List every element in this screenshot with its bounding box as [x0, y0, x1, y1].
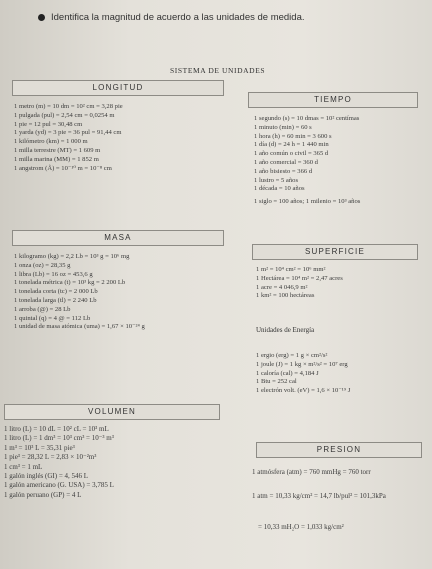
tiempo-line: 1 década = 10 años: [254, 185, 305, 193]
energia-line: 1 ergio (erg) = 1 g × cm²/s²: [256, 352, 328, 359]
superficie-line: 1 acre = 4 046,9 m²: [256, 283, 308, 291]
longitud-line: 1 milla marina (MM) = 1 852 m: [14, 155, 99, 163]
longitud-line: 1 kilómetro (km) = 1 000 m: [14, 138, 88, 146]
longitud-line: 1 pulgada (pul) = 2,54 cm = 0,0254 m: [14, 111, 115, 119]
longitud-header: LONGITUD: [12, 80, 224, 96]
tiempo-line: 1 año bisiesto = 366 d: [254, 167, 313, 175]
superficie-list: [256, 266, 343, 301]
energia-line: 1 electrón volt. (eV) = 1,6 × 10⁻¹⁹ J: [256, 387, 351, 395]
presion-line-atm-mmhg: 1 atmósfera (atm) = 760 mmHg = 760 torr: [252, 468, 371, 476]
energia-title: Unidades de Energía: [256, 326, 315, 334]
volumen-line: 1 galón americano (G. USA) = 3,785 L: [4, 481, 114, 490]
tiempo-line: 1 lustro = 5 años: [254, 176, 299, 184]
tiempo-line: 1 día (d) = 24 h = 1 440 min: [254, 141, 329, 149]
volumen-line: 1 litro (L) = 10 dL = 10² cL = 10³ mL: [4, 425, 109, 433]
longitud-line: 1 pie = 12 pul = 30,48 cm: [14, 120, 83, 128]
masa-line: 1 arroba (@) = 28 Lb: [14, 305, 71, 313]
longitud-line: 1 angstrom (Å) = 10⁻¹⁰ m = 10⁻⁸ cm: [14, 164, 112, 172]
tiempo-list: [254, 115, 360, 207]
masa-header: MASA: [12, 230, 224, 246]
masa-line: 1 tonelada métrica (t) = 10³ kg = 2 200 Lb: [14, 279, 126, 287]
exercise-instruction: Identifica la magnitud de acuerdo a las unidades de medida.: [51, 12, 305, 23]
tiempo-line: 1 minuto (min) = 60 s: [254, 123, 312, 131]
masa-line: 1 onza (oz) = 28,35 g: [14, 261, 71, 269]
energia-line: 1 joule (J) = 1 kg × m²/s² = 10⁷ erg: [256, 360, 348, 368]
volumen-line: 1 galón peruano (GP) = 4 L: [4, 490, 82, 499]
volumen-line: 1 pie³ = 28,32 L = 2,83 × 10⁻²m³: [4, 453, 97, 462]
longitud-list: [14, 103, 123, 173]
superficie-line: 1 km² = 100 hectáreas: [256, 292, 315, 300]
bullet-icon: [38, 14, 45, 21]
tiempo-line: 1 año común o civil = 365 d: [254, 150, 329, 158]
superficie-line: 1 Hectárea = 10⁴ m² = 2,47 acres: [256, 274, 343, 282]
energia-line: 1 caloría (cal) = 4,184 J: [256, 369, 319, 377]
masa-line: 1 kilogramo (kg) = 2,2 Lb = 10³ g = 10⁶ mg: [14, 253, 130, 260]
masa-line: 1 tonelada corta (tc) = 2 000 Lb: [14, 288, 98, 296]
section-title: SISTEMA DE UNIDADES: [170, 66, 266, 75]
tiempo-line: 1 siglo = 100 años; 1 milenio = 10³ años: [254, 198, 361, 206]
volumen-line: 1 galón inglés (GI) = 4, 546 L: [4, 472, 89, 481]
superficie-header: SUPERFICIE: [252, 244, 418, 260]
volumen-line: 1 cm³ = 1 mL: [4, 462, 43, 471]
longitud-line: 1 metro (m) = 10 dm = 10² cm = 3,28 pie: [14, 103, 123, 110]
presion-line-mh2o: = 10,33 mH₂O = 1,033 kg/cm²: [258, 523, 344, 531]
longitud-line: 1 milla terrestre (MT) = 1 609 m: [14, 146, 101, 154]
volumen-line: 1 litro (L) = 1 dm³ = 10³ cm³ = 10⁻³ m³: [4, 434, 114, 443]
volumen-line: 1 m³ = 10³ L = 35,31 pie³: [4, 443, 75, 452]
volumen-header: VOLUMEN: [4, 404, 220, 420]
masa-line: 1 libra (Lb) = 16 oz = 453,6 g: [14, 270, 93, 278]
tiempo-line: 1 año comercial = 360 d: [254, 158, 318, 166]
tiempo-line: 1 hora (h) = 60 min = 3 600 s: [254, 132, 332, 140]
energia-list: [256, 352, 350, 396]
exercise-heading: [38, 12, 305, 23]
longitud-line: 1 yarda (yd) = 3 pie = 36 pul = 91,44 cm: [14, 129, 122, 137]
volumen-list: [4, 425, 114, 500]
tiempo-line: 1 segundo (s) = 10 dmas = 10² centímas: [254, 115, 360, 122]
presion-header: PRESION: [256, 442, 422, 458]
masa-line: 1 unidad de masa atómica (uma) = 1,67 × 10⁻²⁴ g: [14, 323, 145, 331]
presion-line-atm-kpa: 1 atm = 10,33 kg/cm² = 14,7 lb/pul² = 101,3kPa: [252, 492, 386, 500]
masa-list: [14, 253, 145, 332]
superficie-line: 1 m² = 10⁴ cm² = 10⁶ mm²: [256, 266, 326, 273]
tiempo-header: TIEMPO: [248, 92, 418, 108]
masa-line: 1 quintal (q) = 4 @ = 112 Lb: [14, 314, 91, 322]
masa-line: 1 tonelada larga (tl) = 2 240 Lb: [14, 296, 97, 304]
energia-line: 1 Btu = 252 cal: [256, 378, 297, 386]
